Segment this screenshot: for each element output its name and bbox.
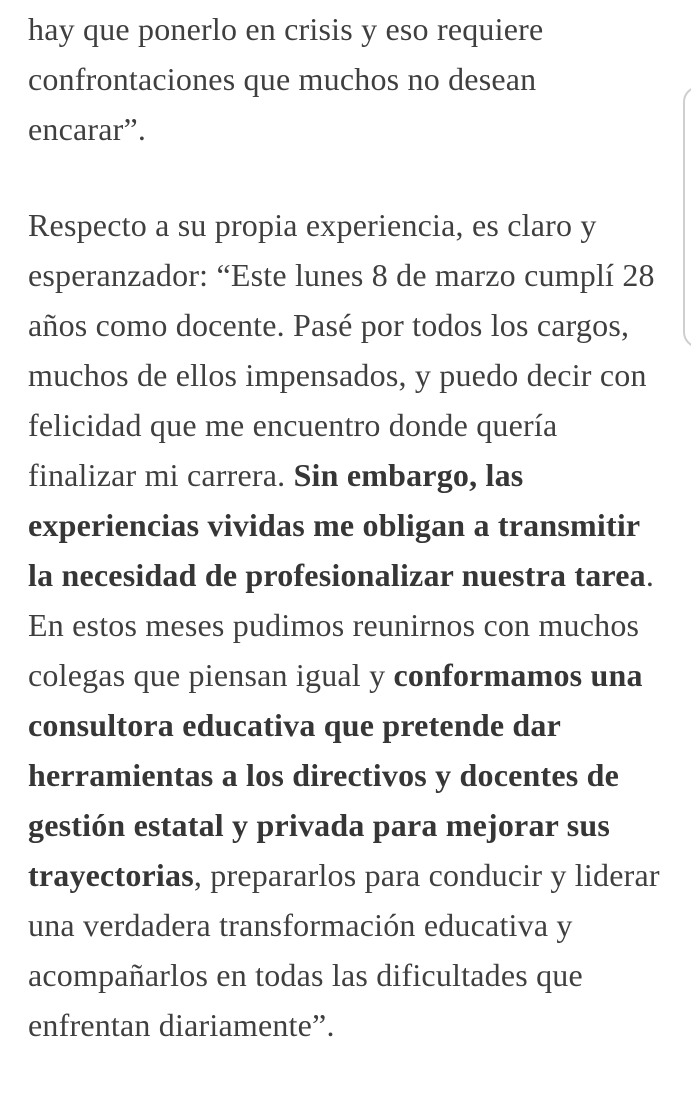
article-body xyxy=(28,4,662,1096)
paragraph-text: , prepararlos para conducir y liderar una verdadera transformación educativa y acompañarlos en todas las dificultades que enfrentan diariamente”. xyxy=(28,857,660,1043)
scroll-indicator-handle[interactable] xyxy=(683,86,691,348)
paragraph-text-bold: Sin embargo, las experiencias vividas me obligan a transmitir la necesidad de profesionalizar nuestra tarea xyxy=(28,457,646,593)
paragraph-experience xyxy=(28,200,662,1050)
paragraph-text: Respecto a su propia experiencia, es claro y esperanzador: “Este lunes 8 de marzo cumplí 28 años como docente. Pasé por todos los cargos, muchos de ellos impensados, y puedo decir con felicidad que me encuentro donde quería finalizar mi carrera. xyxy=(28,207,655,493)
paragraph-text: hay que ponerlo en crisis y eso requiere confrontaciones que muchos no desean encarar”. xyxy=(28,11,544,147)
paragraph-text-bold: conformamos una consultora educativa que pretende dar herramientas a los directivos y docentes de gestión estatal y privada para mejorar sus trayectorias xyxy=(28,657,643,893)
paragraph-text: . En estos meses pudimos reunirnos con muchos colegas que piensan igual y xyxy=(28,557,655,693)
paragraph-quote-end xyxy=(28,4,662,154)
